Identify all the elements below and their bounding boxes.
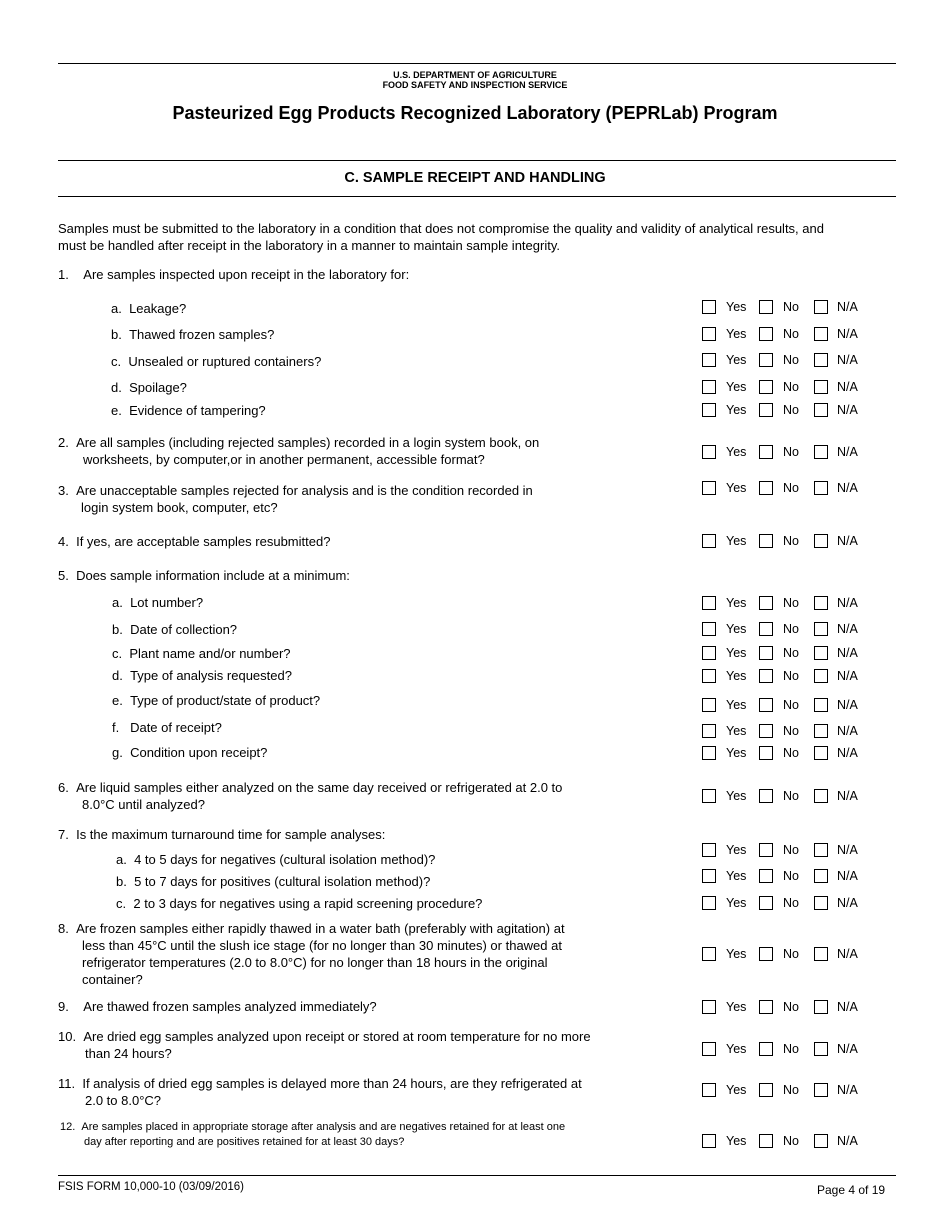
yes-label: Yes <box>726 300 747 314</box>
yes-checkbox[interactable] <box>702 669 716 683</box>
question-1d <box>111 379 187 396</box>
no-label: No <box>783 869 799 883</box>
no-checkbox[interactable] <box>759 353 773 367</box>
intro-line-2: must be handled after receipt in the laboratory in a manner to maintain sample integrity. <box>58 238 560 253</box>
na-checkbox[interactable] <box>814 534 828 548</box>
no-checkbox[interactable] <box>759 724 773 738</box>
na-label: N/A <box>837 843 858 857</box>
yes-checkbox[interactable] <box>702 327 716 341</box>
item-letter: d. <box>111 380 122 395</box>
no-checkbox[interactable] <box>759 669 773 683</box>
answer-options-q5e <box>702 698 902 716</box>
no-label: No <box>783 403 799 417</box>
na-label: N/A <box>837 724 858 738</box>
question-number: 5. <box>58 568 69 583</box>
yes-label: Yes <box>726 1083 747 1097</box>
item-letter: b. <box>112 622 123 637</box>
question-9 <box>58 998 377 1015</box>
no-label: No <box>783 646 799 660</box>
no-checkbox[interactable] <box>759 896 773 910</box>
no-checkbox[interactable] <box>759 646 773 660</box>
no-label: No <box>783 789 799 803</box>
no-label: No <box>783 1000 799 1014</box>
question-text: If yes, are acceptable samples resubmitted? <box>76 534 331 549</box>
na-checkbox[interactable] <box>814 724 828 738</box>
yes-checkbox[interactable] <box>702 896 716 910</box>
yes-label: Yes <box>726 646 747 660</box>
question-text-line: Are unacceptable samples rejected for analysis and is the condition recorded in <box>76 483 533 498</box>
question-10 <box>58 1028 591 1062</box>
section-bottom-rule <box>58 196 896 197</box>
na-checkbox[interactable] <box>814 843 828 857</box>
question-5 <box>58 567 350 584</box>
question-1a <box>111 300 186 317</box>
question-text: Are samples inspected upon receipt in the laboratory for: <box>83 267 410 282</box>
na-checkbox[interactable] <box>814 327 828 341</box>
item-letter: a. <box>116 852 127 867</box>
yes-checkbox[interactable] <box>702 869 716 883</box>
question-text-line: less than 45°C until the slush ice stage (for no longer than 30 minutes) or thawed at <box>82 938 562 953</box>
no-checkbox[interactable] <box>759 403 773 417</box>
yes-checkbox[interactable] <box>702 1083 716 1097</box>
no-checkbox[interactable] <box>759 596 773 610</box>
question-1b <box>111 326 274 343</box>
question-number: 8. <box>58 921 69 936</box>
question-number: 11. <box>58 1076 76 1091</box>
answer-options-q5d <box>702 669 902 687</box>
no-checkbox[interactable] <box>759 1000 773 1014</box>
yes-checkbox[interactable] <box>702 843 716 857</box>
yes-label: Yes <box>726 403 747 417</box>
yes-checkbox[interactable] <box>702 698 716 712</box>
no-checkbox[interactable] <box>759 534 773 548</box>
item-text: Condition upon receipt? <box>130 745 268 760</box>
question-number: 4. <box>58 534 69 549</box>
answer-options-q1d <box>702 380 902 398</box>
no-checkbox[interactable] <box>759 1134 773 1148</box>
no-label: No <box>783 746 799 760</box>
question-5d <box>112 667 292 684</box>
na-label: N/A <box>837 1134 858 1148</box>
question-text-line: Are frozen samples either rapidly thawed in a water bath (preferably with agitation) at <box>76 921 565 936</box>
answer-options-q5a <box>702 596 902 614</box>
item-letter: e. <box>112 693 123 708</box>
item-text: Type of product/state of product? <box>130 693 321 708</box>
no-label: No <box>783 698 799 712</box>
question-number: 9. <box>58 999 69 1014</box>
no-label: No <box>783 669 799 683</box>
answer-options-q6 <box>702 789 902 807</box>
question-11 <box>58 1075 582 1109</box>
question-number: 7. <box>58 827 69 842</box>
yes-checkbox[interactable] <box>702 596 716 610</box>
yes-checkbox[interactable] <box>702 300 716 314</box>
na-label: N/A <box>837 534 858 548</box>
no-checkbox[interactable] <box>759 445 773 459</box>
no-label: No <box>783 353 799 367</box>
question-1 <box>58 266 409 283</box>
na-label: N/A <box>837 403 858 417</box>
yes-label: Yes <box>726 843 747 857</box>
answer-options-q5b <box>702 622 902 640</box>
question-5e <box>112 692 320 709</box>
na-label: N/A <box>837 869 858 883</box>
na-label: N/A <box>837 646 858 660</box>
question-5a <box>112 594 203 611</box>
question-2 <box>58 434 539 468</box>
na-label: N/A <box>837 947 858 961</box>
yes-checkbox[interactable] <box>702 445 716 459</box>
na-checkbox[interactable] <box>814 869 828 883</box>
no-label: No <box>783 300 799 314</box>
na-checkbox[interactable] <box>814 1134 828 1148</box>
answer-options-q7c <box>702 896 902 914</box>
question-text-line: If analysis of dried egg samples is delayed more than 24 hours, are they refrigerated at <box>82 1076 582 1091</box>
question-text-line: 8.0°C until analyzed? <box>82 797 205 812</box>
yes-checkbox[interactable] <box>702 353 716 367</box>
item-letter: a. <box>111 301 122 316</box>
yes-label: Yes <box>726 789 747 803</box>
na-label: N/A <box>837 596 858 610</box>
yes-label: Yes <box>726 622 747 636</box>
form-number: FSIS FORM 10,000-10 (03/09/2016) <box>58 1181 245 1193</box>
question-number: 10. <box>58 1029 77 1044</box>
item-text: Leakage? <box>129 301 187 316</box>
no-label: No <box>783 445 799 459</box>
yes-label: Yes <box>726 445 747 459</box>
yes-label: Yes <box>726 669 747 683</box>
answer-options-q3 <box>702 481 902 499</box>
item-letter: b. <box>111 327 122 342</box>
answer-options-q1a <box>702 300 902 318</box>
answer-options-q12 <box>702 1134 902 1152</box>
question-text-line: day after reporting and are positives retained for at least 30 days? <box>84 1136 405 1148</box>
question-5f <box>112 719 222 736</box>
yes-label: Yes <box>726 698 747 712</box>
question-7c <box>116 895 482 912</box>
answer-options-q4 <box>702 534 902 552</box>
no-label: No <box>783 622 799 636</box>
item-letter: a. <box>112 595 123 610</box>
na-checkbox[interactable] <box>814 622 828 636</box>
answer-options-q1e <box>702 403 902 421</box>
na-checkbox[interactable] <box>814 789 828 803</box>
item-text: Plant name and/or number? <box>129 646 291 661</box>
yes-checkbox[interactable] <box>702 746 716 760</box>
answer-options-q10 <box>702 1042 902 1060</box>
question-text-line: Are all samples (including rejected samples) recorded in a login system book, on <box>76 435 540 450</box>
na-checkbox[interactable] <box>814 646 828 660</box>
answer-options-q8 <box>702 947 902 965</box>
question-6 <box>58 779 562 813</box>
no-label: No <box>783 1083 799 1097</box>
no-label: No <box>783 947 799 961</box>
question-12 <box>60 1120 565 1150</box>
na-checkbox[interactable] <box>814 896 828 910</box>
yes-checkbox[interactable] <box>702 646 716 660</box>
item-letter: b. <box>116 874 127 889</box>
question-7 <box>58 826 385 843</box>
question-number: 12. <box>60 1121 76 1133</box>
item-letter: c. <box>112 646 123 661</box>
answer-options-q9 <box>702 1000 902 1018</box>
question-text: Is the maximum turnaround time for sample analyses: <box>76 827 386 842</box>
section-top-rule <box>58 160 896 161</box>
question-5c <box>112 645 291 662</box>
department-name: U.S. DEPARTMENT OF AGRICULTURE <box>393 70 557 80</box>
item-text: Thawed frozen samples? <box>129 327 275 342</box>
answer-options-q11 <box>702 1083 902 1101</box>
yes-checkbox[interactable] <box>702 1134 716 1148</box>
question-8 <box>58 920 565 988</box>
question-text-line: worksheets, by computer,or in another permanent, accessible format? <box>83 452 485 467</box>
na-checkbox[interactable] <box>814 445 828 459</box>
page-number: Page 4 of 19 <box>817 1183 886 1197</box>
question-1e <box>111 402 266 419</box>
yes-checkbox[interactable] <box>702 622 716 636</box>
question-5g <box>112 744 267 761</box>
yes-checkbox[interactable] <box>702 534 716 548</box>
item-text: Unsealed or ruptured containers? <box>128 354 322 369</box>
question-text-line: login system book, computer, etc? <box>81 500 278 515</box>
item-text: 4 to 5 days for negatives (cultural isolation method)? <box>134 852 436 867</box>
na-checkbox[interactable] <box>814 1083 828 1097</box>
question-text-line: container? <box>82 972 143 987</box>
item-text: Evidence of tampering? <box>129 403 266 418</box>
yes-checkbox[interactable] <box>702 947 716 961</box>
answer-options-q7b <box>702 869 902 887</box>
item-letter: c. <box>116 896 127 911</box>
na-label: N/A <box>837 353 858 367</box>
no-checkbox[interactable] <box>759 481 773 495</box>
yes-checkbox[interactable] <box>702 380 716 394</box>
na-checkbox[interactable] <box>814 1000 828 1014</box>
item-text: Date of receipt? <box>130 720 222 735</box>
question-text: Are thawed frozen samples analyzed immediately? <box>83 999 377 1014</box>
question-number: 2. <box>58 435 69 450</box>
na-checkbox[interactable] <box>814 698 828 712</box>
na-label: N/A <box>837 746 858 760</box>
na-label: N/A <box>837 300 858 314</box>
answer-options-q5g <box>702 746 902 764</box>
na-label: N/A <box>837 445 858 459</box>
na-label: N/A <box>837 481 858 495</box>
na-label: N/A <box>837 896 858 910</box>
question-7a <box>116 851 435 868</box>
item-letter: f. <box>112 720 120 735</box>
na-label: N/A <box>837 789 858 803</box>
yes-label: Yes <box>726 1000 747 1014</box>
service-name: FOOD SAFETY AND INSPECTION SERVICE <box>382 80 568 90</box>
question-number: 1. <box>58 267 69 282</box>
yes-checkbox[interactable] <box>702 403 716 417</box>
yes-label: Yes <box>726 1134 747 1148</box>
section-title: C. SAMPLE RECEIPT AND HANDLING <box>344 170 606 186</box>
yes-checkbox[interactable] <box>702 481 716 495</box>
yes-checkbox[interactable] <box>702 1000 716 1014</box>
yes-label: Yes <box>726 869 747 883</box>
footer-rule <box>58 1175 896 1176</box>
na-checkbox[interactable] <box>814 669 828 683</box>
na-label: N/A <box>837 1083 858 1097</box>
intro-line-1: Samples must be submitted to the laboratory in a condition that does not compromise the quality and validity of analytical results, and <box>58 221 824 236</box>
answer-options-q2 <box>702 445 902 463</box>
na-label: N/A <box>837 380 858 394</box>
no-label: No <box>783 843 799 857</box>
yes-label: Yes <box>726 534 747 548</box>
na-label: N/A <box>837 698 858 712</box>
question-3 <box>58 482 533 516</box>
no-checkbox[interactable] <box>759 1083 773 1097</box>
no-checkbox[interactable] <box>759 1042 773 1056</box>
na-checkbox[interactable] <box>814 353 828 367</box>
question-text-line: Are dried egg samples analyzed upon receipt or stored at room temperature for no more <box>83 1029 591 1044</box>
no-checkbox[interactable] <box>759 843 773 857</box>
na-label: N/A <box>837 327 858 341</box>
yes-label: Yes <box>726 596 747 610</box>
yes-checkbox[interactable] <box>702 1042 716 1056</box>
item-text: Lot number? <box>130 595 204 610</box>
na-checkbox[interactable] <box>814 947 828 961</box>
no-checkbox[interactable] <box>759 746 773 760</box>
na-checkbox[interactable] <box>814 380 828 394</box>
answer-options-q1b <box>702 327 902 345</box>
item-letter: e. <box>111 403 122 418</box>
yes-label: Yes <box>726 380 747 394</box>
yes-label: Yes <box>726 746 747 760</box>
no-checkbox[interactable] <box>759 789 773 803</box>
na-label: N/A <box>837 1042 858 1056</box>
answer-options-q7a <box>702 843 902 861</box>
question-4 <box>58 533 330 550</box>
top-rule <box>58 63 896 64</box>
yes-label: Yes <box>726 327 747 341</box>
question-text-line: refrigerator temperatures (2.0 to 8.0°C) for no longer than 18 hours in the original <box>82 955 548 970</box>
item-text: Date of collection? <box>130 622 238 637</box>
question-text-line: Are samples placed in appropriate storage after analysis and are negatives retained for at least one <box>81 1121 566 1133</box>
item-text: Spoilage? <box>129 380 187 395</box>
answer-options-q1c <box>702 353 902 371</box>
na-label: N/A <box>837 622 858 636</box>
no-label: No <box>783 724 799 738</box>
yes-label: Yes <box>726 947 747 961</box>
question-text: Does sample information include at a minimum: <box>76 568 350 583</box>
no-checkbox[interactable] <box>759 698 773 712</box>
page-title: Pasteurized Egg Products Recognized Laboratory (PEPRLab) Program <box>172 103 778 123</box>
na-label: N/A <box>837 1000 858 1014</box>
question-text-line: Are liquid samples either analyzed on the same day received or refrigerated at 2.0 to <box>76 780 563 795</box>
na-checkbox[interactable] <box>814 481 828 495</box>
no-label: No <box>783 534 799 548</box>
item-text: 5 to 7 days for positives (cultural isolation method)? <box>134 874 431 889</box>
no-checkbox[interactable] <box>759 327 773 341</box>
item-letter: d. <box>112 668 123 683</box>
question-text-line: 2.0 to 8.0°C? <box>85 1093 162 1108</box>
item-letter: g. <box>112 745 123 760</box>
question-5b <box>112 621 237 638</box>
na-checkbox[interactable] <box>814 300 828 314</box>
item-text: Type of analysis requested? <box>130 668 292 683</box>
yes-label: Yes <box>726 724 747 738</box>
question-7b <box>116 873 430 890</box>
na-checkbox[interactable] <box>814 746 828 760</box>
question-number: 6. <box>58 780 69 795</box>
na-checkbox[interactable] <box>814 1042 828 1056</box>
na-checkbox[interactable] <box>814 403 828 417</box>
yes-label: Yes <box>726 1042 747 1056</box>
item-letter: c. <box>111 354 122 369</box>
no-label: No <box>783 1134 799 1148</box>
no-checkbox[interactable] <box>759 947 773 961</box>
answer-options-q5c <box>702 646 902 664</box>
yes-label: Yes <box>726 353 747 367</box>
question-number: 3. <box>58 483 69 498</box>
yes-label: Yes <box>726 481 747 495</box>
na-checkbox[interactable] <box>814 596 828 610</box>
yes-checkbox[interactable] <box>702 789 716 803</box>
yes-checkbox[interactable] <box>702 724 716 738</box>
na-label: N/A <box>837 669 858 683</box>
no-label: No <box>783 327 799 341</box>
no-label: No <box>783 481 799 495</box>
no-checkbox[interactable] <box>759 300 773 314</box>
no-checkbox[interactable] <box>759 380 773 394</box>
question-text-line: than 24 hours? <box>85 1046 172 1061</box>
no-label: No <box>783 380 799 394</box>
question-1c <box>111 353 321 370</box>
no-checkbox[interactable] <box>759 869 773 883</box>
no-label: No <box>783 896 799 910</box>
item-text: 2 to 3 days for negatives using a rapid screening procedure? <box>133 896 483 911</box>
answer-options-q5f <box>702 724 902 742</box>
no-label: No <box>783 596 799 610</box>
no-checkbox[interactable] <box>759 622 773 636</box>
no-label: No <box>783 1042 799 1056</box>
yes-label: Yes <box>726 896 747 910</box>
